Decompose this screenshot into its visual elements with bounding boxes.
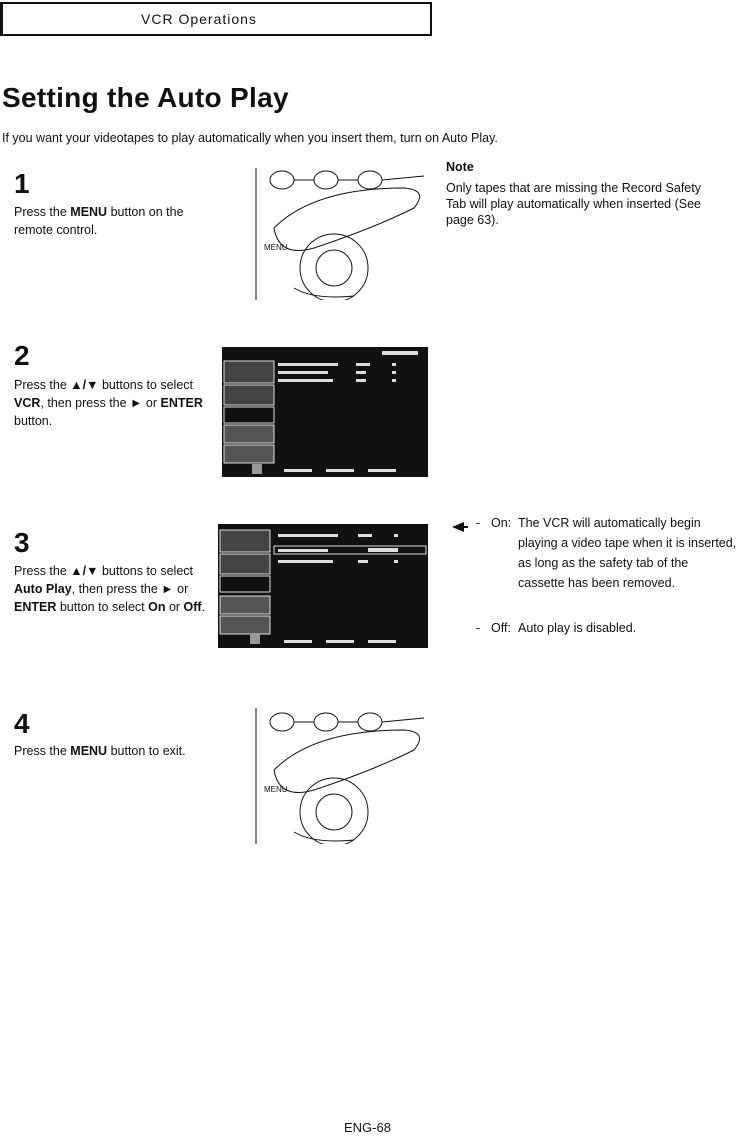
remote-illustration-2 [254,708,434,844]
step-3-text: Press the ▲/▼ buttons to select Auto Play, then press the ► or ENTER button to select On or Off. [14,564,206,614]
step-2-text: Press the ▲/▼ buttons to select VCR, then press the ► or ENTER button. [14,378,203,428]
svg-text:MENU: MENU [264,785,288,794]
step-4-text: Press the MENU button to exit. [14,744,186,758]
option-dash-off: - [476,621,481,635]
step-2-number: 2 [14,340,30,371]
page-number: ENG-68 [344,1120,391,1135]
step-3-number: 3 [14,527,30,558]
page-title: Setting the Auto Play [2,82,289,113]
note-text: Only tapes that are missing the Record Safety Tab will play automatically when inserted (See page 63). [446,181,701,227]
intro-text: If you want your videotapes to play automatically when you insert them, turn on Auto Play. [2,131,498,145]
section-header [0,2,432,36]
option-dash-on: - [476,516,481,530]
vcr-menu-screen-2 [222,347,428,477]
section-label: VCR Operations [141,11,257,27]
remote-illustration-1 [254,168,434,300]
option-on-text: The VCR will automatically begin playing a video tape when it is inserted, as long as the safety tab of the cassette has been removed. [518,516,737,590]
pointer-arrow-icon [452,519,468,537]
option-off-label: Off: [491,621,511,635]
step-4-number: 4 [14,708,30,739]
step-1-number: 1 [14,168,30,199]
vcr-menu-screen-3 [218,524,428,648]
svg-text:MENU: MENU [264,243,288,252]
option-on-label: On: [491,516,512,530]
option-off-text: Auto play is disabled. [518,621,637,635]
step-1-text: Press the MENU button on the remote control. [14,205,184,237]
note-heading: Note [446,160,474,174]
